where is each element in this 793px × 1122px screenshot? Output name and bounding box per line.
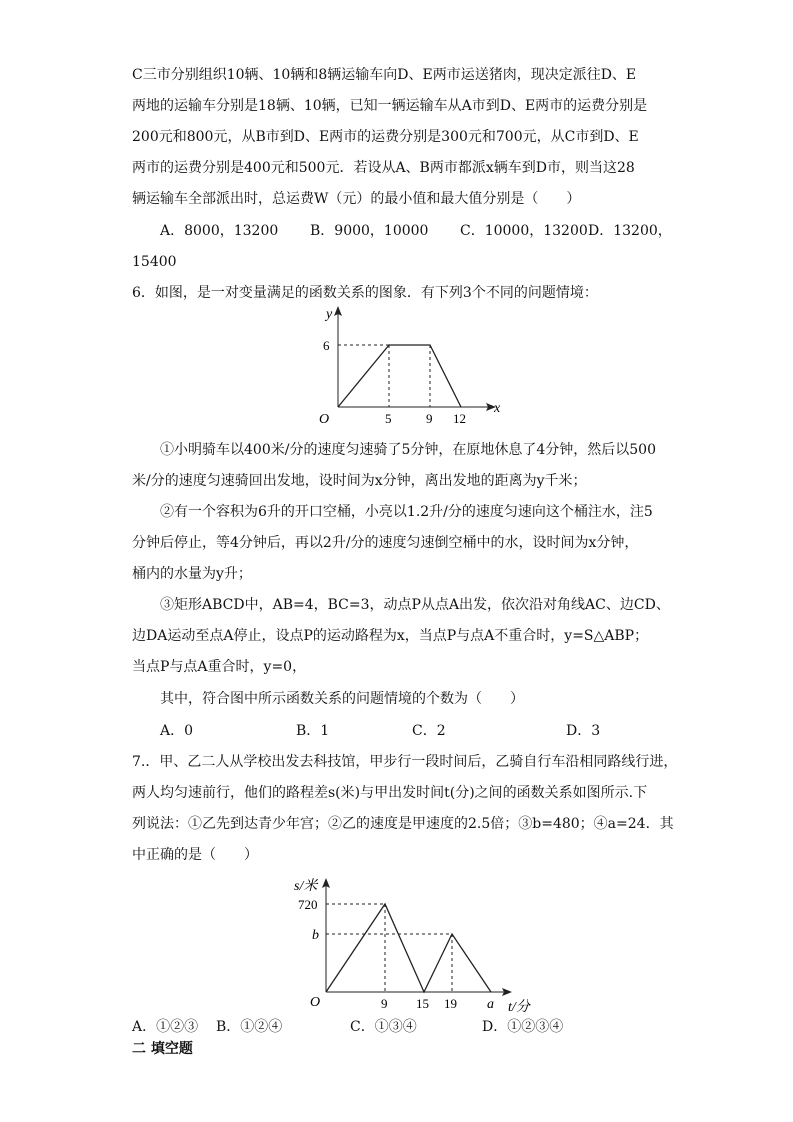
scenario1-line-1: ①小明骑车以400米/分的速度匀速骑了5分钟，在原地休息了4分钟，然后以500: [160, 442, 656, 458]
problem5-option-a: A．8000，13200: [160, 223, 279, 239]
problem6-graph: [310, 304, 510, 429]
problem7-option-c: C．①③④: [350, 1019, 417, 1035]
x-tick-12: 12: [453, 411, 466, 426]
problem5-line-4: 两市的运费分别是400元和500元．若设从A、B两市都派x辆车到D市，则当这28: [132, 160, 635, 176]
x-tick-5: 5: [385, 411, 392, 426]
problem7-line-2: 两人均匀速前行，他们的路程差s(米)与甲出发时间t(分)之间的函数关系如图所示.下: [132, 785, 648, 801]
x-tick-19: 19: [444, 996, 457, 1011]
y-tick-b: b: [312, 928, 319, 943]
x-tick-9: 9: [426, 411, 433, 426]
x-tick-15: 15: [416, 996, 429, 1011]
origin-label: O: [319, 412, 330, 427]
scenario3-line-3: 当点P与点A重合时，y=0，: [132, 659, 307, 675]
problem6-option-b: B．1: [296, 723, 330, 739]
problem6-stem: 6．如图，是一对变量满足的函数关系的图象．有下列3个不同的问题情境：: [132, 285, 598, 301]
problem7-graph: [288, 872, 543, 1016]
problem5-option-d: D．13200，: [588, 223, 672, 239]
scenario2-line-1: ②有一个容积为6升的开口空桶，小亮以1.2升/分的速度匀速向这个桶注水，注5: [160, 504, 653, 520]
problem7-line-4: 中正确的是（ ）: [132, 847, 258, 863]
y-axis-label: s/米: [294, 879, 318, 894]
section-heading-fill-in: 二 填空题: [132, 1041, 193, 1057]
origin-label: O: [310, 995, 321, 1010]
problem5-line-3: 200元和800元，从B市到D、E两市的运费分别是300元和700元，从C市到D、E: [132, 129, 639, 145]
scenario3-line-2: 边DA运动至点A停止，设点P的运动路程为x，当点P与点A不重合时，y=S△ABP；: [132, 628, 649, 644]
y-tick-720: 720: [298, 897, 318, 912]
y-tick-6: 6: [323, 338, 330, 353]
problem5-line-1: C三市分别组织10辆、10辆和8辆运输车向D、E两市运送猪肉，现决定派往D、E: [132, 67, 637, 83]
problem7-line-3: 列说法：①乙先到达青少年宫；②乙的速度是甲速度的2.5倍；③b=480；④a=24．其: [132, 816, 674, 832]
x-tick-9: 9: [381, 996, 388, 1011]
problem5-line-5: 辆运输车全部派出时，总运费W（元）的最小值和最大值分别是（ ）: [132, 191, 581, 207]
problem5-option-d-continued: 15400: [132, 254, 177, 270]
scenario1-line-2: 米/分的速度匀速骑回出发地，设时间为x分钟，离出发地的距离为y千米；: [132, 473, 587, 489]
problem5-line-2: 两地的运输车分别是18辆、10辆，已知一辆运输车从A市到D、E两市的运费分别是: [132, 98, 648, 114]
scenario2-line-2: 分钟后停止，等4分钟后，再以2升/分的速度匀速倒空桶中的水，设时间为x分钟，: [132, 535, 639, 551]
problem5-option-c: C．10000，13200: [460, 223, 588, 239]
problem7-option-b: B．①②④: [216, 1019, 283, 1035]
problem7-line-1: 7.．甲、乙二人从学校出发去科技馆，甲步行一段时间后，乙骑自行车沿相同路线行进，: [132, 754, 678, 770]
function-line: [326, 904, 491, 992]
x-tick-a: a: [487, 997, 494, 1012]
problem6-option-d: D．3: [566, 723, 601, 739]
function-line: [338, 345, 461, 407]
problem7-option-d: D．①②③④: [482, 1019, 564, 1035]
problem6-option-a: A．0: [160, 723, 194, 739]
problem6-option-c: C．2: [412, 723, 446, 739]
problem7-option-a: A．①②③: [132, 1019, 199, 1035]
x-axis-label: t/分: [508, 1000, 530, 1015]
y-axis-label: y: [326, 307, 333, 322]
problem6-question: 其中，符合图中所示函数关系的问题情境的个数为（ ）: [160, 691, 524, 707]
scenario3-line-1: ③矩形ABCD中，AB=4，BC=3，动点P从点A出发，依次沿对角线AC、边CD、: [160, 597, 670, 613]
scenario2-line-3: 桶内的水量为y升；: [132, 566, 252, 582]
problem5-option-b: B．9000，10000: [310, 223, 429, 239]
x-axis-label: x: [494, 401, 501, 416]
